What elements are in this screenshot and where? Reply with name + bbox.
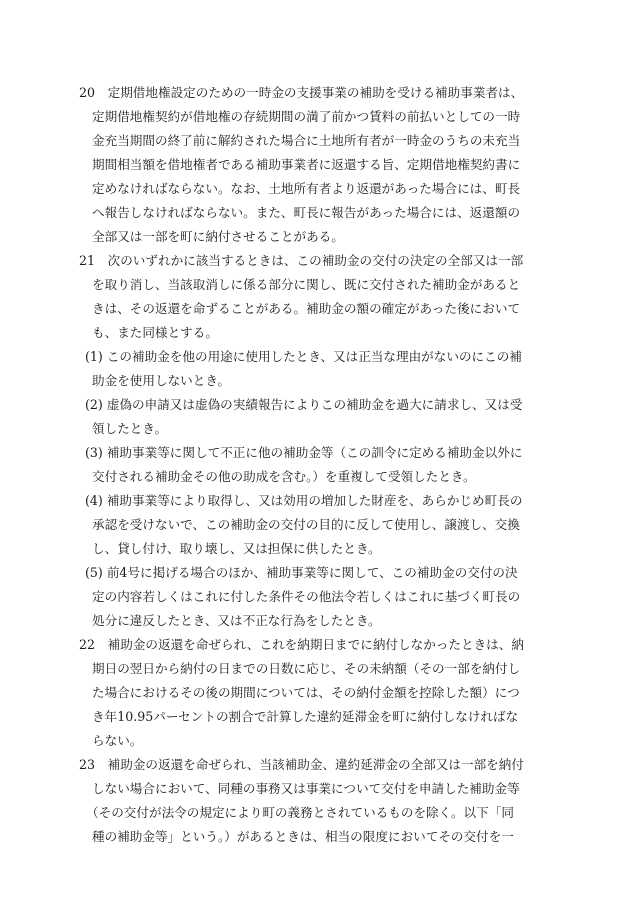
text-line: (2) 虚偽の申請又は虚偽の実績報告によりこの補助金を過大に請求し、又は受 <box>85 397 523 412</box>
text-line: 定期借地権契約が借地権の存続期間の満了前かつ賃料の前払いとしての一時 <box>92 109 521 124</box>
text-line: 21 次のいずれかに該当するときは、この補助金の交付の決定の全部又は一部 <box>79 253 524 268</box>
text-line: 交付される補助金その他の助成を含む。）を重複して受領したとき。 <box>92 469 476 484</box>
text-line: も、また同様とする。 <box>92 325 218 340</box>
text-line: きは、その返還を命ずることがある。補助金の額の確定があった後において <box>92 301 521 316</box>
text-line: (3) 補助事業等に関して不正に他の補助金等（この訓令に定める補助金以外に <box>85 445 523 460</box>
text-line: （その交付が法令の規定により町の義務とされているものを除く。以下「同 <box>86 805 514 820</box>
text-line: (1) この補助金を他の用途に使用したとき、又は正当な理由がないのにこの補 <box>85 349 522 364</box>
text-line: 全部又は一部を町に納付させることがある。 <box>92 229 344 244</box>
text-line: しない場合において、同種の事務又は事業について交付を申請した補助金等 <box>92 781 520 796</box>
text-line: を取り消し、当該取消しに係る部分に関し、既に交付された補助金があると <box>92 277 521 292</box>
text-line: 承認を受けないで、この補助金の交付の目的に反して使用し、譲渡し、交換 <box>92 517 520 532</box>
text-line: 20 定期借地権設定のための一時金の支援事業の補助を受ける補助事業者は、 <box>79 85 524 100</box>
text-line: し、貸し付け、取り壊し、又は担保に供したとき。 <box>92 541 381 556</box>
text-line: 助金を使用しないとき。 <box>92 373 231 388</box>
text-line: 23 補助金の返還を命ぜられ、当該補助金、違約延滞金の全部又は一部を納付 <box>79 757 524 772</box>
text-line: 処分に違反したとき、又は不正な行為をしたとき。 <box>92 613 381 628</box>
text-line: へ報告しなければならない。また、町長に報告があった場合には、返還額の <box>92 205 521 220</box>
text-line: 22 補助金の返還を命ぜられ、これを納期日までに納付しなかったときは、納 <box>79 637 524 652</box>
text-line: 定の内容若しくはこれに付した条件その他法令若しくはこれに基づく町長の <box>92 589 521 604</box>
text-line: 期間相当額を借地権者である補助事業者に返還する旨、定期借地権契約書に <box>92 157 521 172</box>
text-line: 期日の翌日から納付の日までの日数に応じ、その未納額（その一部を納付し <box>92 661 521 676</box>
text-line: 定めなければならない。なお、土地所有者より返還があった場合には、町長 <box>92 181 521 196</box>
text-line: (4) 補助事業等により取得し、又は効用の増加した財産を、あらかじめ町長の <box>85 493 523 508</box>
text-line: らない。 <box>92 733 143 748</box>
text-line: き年10.95パーセントの割合で計算した違約延滞金を町に納付しなければな <box>92 709 519 724</box>
text-line: (5) 前4号に掲げる場合のほか、補助事業等に関して、この補助金の交付の決 <box>85 565 518 580</box>
text-line: た場合におけるその後の期間については、その納付金額を控除した額）につ <box>92 685 520 700</box>
text-line: 領したとき。 <box>92 421 168 436</box>
text-line: 金充当期間の終了前に解約された場合に土地所有者が一時金のうちの未充当 <box>92 133 521 148</box>
text-line: 種の補助金等」という。）があるときは、相当の限度においてその交付を一 <box>92 829 514 844</box>
